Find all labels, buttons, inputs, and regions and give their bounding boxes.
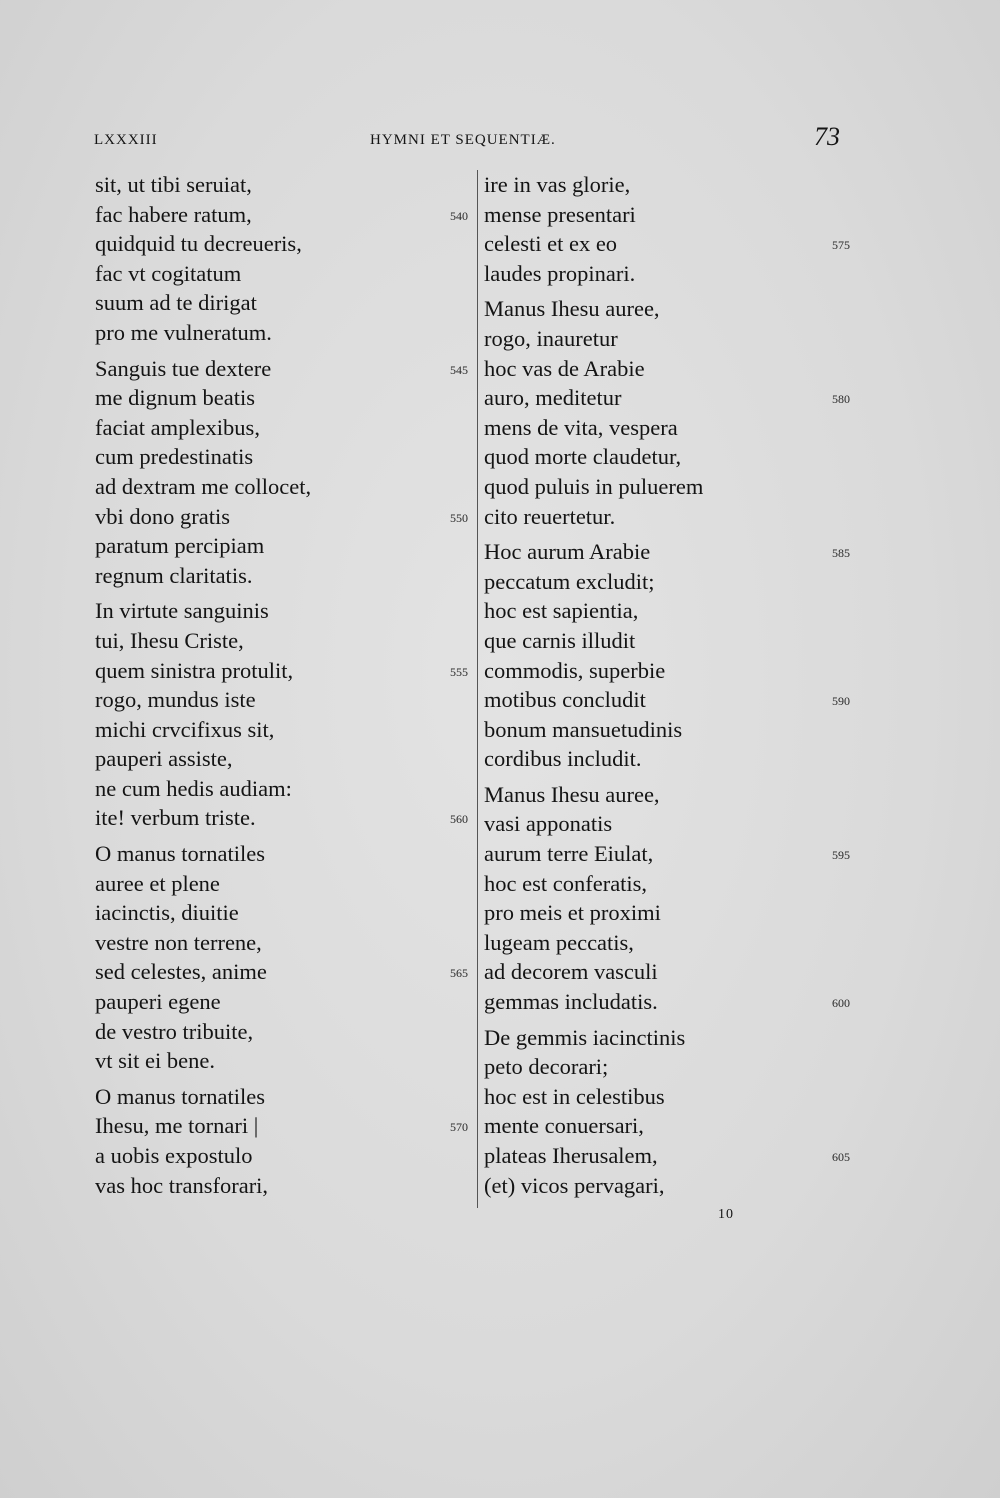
verse-text: rogo, mundus iste xyxy=(95,687,256,713)
verse-line xyxy=(484,1023,864,1053)
line-number: 585 xyxy=(832,546,850,561)
verse-line xyxy=(484,354,864,384)
verse-text: mens de vita, vespera xyxy=(484,414,678,440)
stanza xyxy=(95,839,475,1076)
verse-line xyxy=(484,928,864,958)
verse-line xyxy=(484,1082,864,1112)
signature-mark: 10 xyxy=(718,1207,734,1222)
verse-line xyxy=(484,987,864,1017)
verse-line xyxy=(484,502,864,532)
verse-line xyxy=(484,200,864,230)
verse-text: ne cum hedis audiam: xyxy=(95,775,292,801)
verse-line xyxy=(95,1171,475,1201)
stanza xyxy=(484,780,864,1017)
verse-text: gemmas includatis. xyxy=(484,989,658,1015)
verse-text: fac vt cogitatum xyxy=(95,260,242,286)
running-head xyxy=(0,122,1000,156)
verse-text: me dignum beatis xyxy=(95,385,255,411)
line-number: 605 xyxy=(832,1150,850,1164)
verse-text: auro, meditetur xyxy=(484,385,622,411)
line-number: 565 xyxy=(450,966,468,981)
verse-text: quidquid tu decreueris, xyxy=(95,231,302,257)
verse-text: hoc est sapientia, xyxy=(484,598,639,624)
verse-text: hoc vas de Arabie xyxy=(484,355,645,381)
verse-text: paratum percipiam xyxy=(95,533,265,559)
verse-text: cum predestinatis xyxy=(95,444,254,470)
verse-line xyxy=(484,1141,864,1171)
verse-line xyxy=(95,774,475,804)
verse-line xyxy=(95,1046,475,1076)
verse-text: vt sit ei bene. xyxy=(95,1048,215,1074)
verse-text: Manus Ihesu auree, xyxy=(484,781,660,807)
verse-text: Ihesu, me tornari | xyxy=(95,1113,259,1139)
stanza xyxy=(484,170,864,288)
verse-text: michi crvcifixus sit, xyxy=(95,716,275,742)
verse-line xyxy=(484,567,864,597)
verse-line xyxy=(484,1052,864,1082)
verse-text: cordibus includit. xyxy=(484,746,642,772)
verse-line xyxy=(95,531,475,561)
verse-line xyxy=(95,1082,475,1112)
verse-line xyxy=(484,170,864,200)
verse-text: iacinctis, diuitie xyxy=(95,900,239,926)
verse-text: sit, ut tibi seruiat, xyxy=(95,172,252,197)
verse-text: peccatum excludit; xyxy=(484,568,655,594)
verse-line xyxy=(95,744,475,774)
verse-line xyxy=(95,502,475,532)
line-number: 555 xyxy=(450,664,468,679)
verse-line xyxy=(95,561,475,591)
verse-text: que carnis illudit xyxy=(484,627,636,653)
line-number: 580 xyxy=(832,392,850,407)
verse-line xyxy=(484,324,864,354)
verse-text: (et) vicos pervagari, xyxy=(484,1172,665,1198)
verse-line xyxy=(484,1171,864,1201)
verse-text: cito reuertetur. xyxy=(484,503,616,529)
verse-line xyxy=(484,809,864,839)
verse-line xyxy=(484,259,864,289)
verse-line xyxy=(95,383,475,413)
verse-text: pauperi egene xyxy=(95,989,221,1015)
stanza xyxy=(484,537,864,774)
hymn-number: LXXXIII xyxy=(94,132,158,148)
verse-text: ad dextram me collocet, xyxy=(95,473,312,499)
line-number: 545 xyxy=(450,362,468,377)
verse-text: O manus tornatiles xyxy=(95,841,265,867)
verse-text: mense presentari xyxy=(484,201,636,227)
column-divider xyxy=(477,170,478,1208)
verse-line xyxy=(95,803,475,833)
verse-text: Hoc aurum Arabie xyxy=(484,539,651,565)
verse-text: O manus tornatiles xyxy=(95,1083,265,1109)
verse-text: bonum mansuetudinis xyxy=(484,716,683,742)
verse-line xyxy=(95,442,475,472)
verse-line xyxy=(95,1111,475,1141)
verse-line xyxy=(484,685,864,715)
stanza xyxy=(95,596,475,833)
verse-text: hoc est conferatis, xyxy=(484,870,648,896)
line-number: 540 xyxy=(450,208,468,223)
verse-line xyxy=(484,229,864,259)
verse-text: laudes propinari. xyxy=(484,260,636,286)
verse-text: pauperi assiste, xyxy=(95,746,233,772)
verse-line xyxy=(484,626,864,656)
verse-line xyxy=(95,229,475,259)
verse-text: auree et plene xyxy=(95,870,220,896)
verse-line xyxy=(484,656,864,686)
verse-line xyxy=(95,869,475,899)
verse-text: hoc est in celestibus xyxy=(484,1083,665,1109)
verse-line xyxy=(484,780,864,810)
verse-line xyxy=(95,1141,475,1171)
verse-line xyxy=(95,200,475,230)
verse-line xyxy=(95,170,475,200)
verse-text: quod morte claudetur, xyxy=(484,444,682,470)
verse-text: celesti et ex eo xyxy=(484,231,618,257)
verse-text: rogo, inauretur xyxy=(484,325,618,351)
verse-text: fac habere ratum, xyxy=(95,201,252,227)
verse-line xyxy=(95,626,475,656)
verse-text: plateas Iherusalem, xyxy=(484,1143,658,1168)
verse-line xyxy=(95,596,475,626)
verse-line xyxy=(484,898,864,928)
verse-line xyxy=(484,839,864,869)
verse-line xyxy=(95,472,475,502)
line-number: 550 xyxy=(450,510,468,525)
verse-line xyxy=(95,1017,475,1047)
verse-line xyxy=(484,957,864,987)
verse-line xyxy=(95,288,475,318)
line-number: 600 xyxy=(832,996,850,1011)
stanza xyxy=(484,1023,864,1201)
verse-text: vas hoc transforari, xyxy=(95,1172,269,1198)
line-number: 560 xyxy=(450,812,468,827)
verse-line xyxy=(484,413,864,443)
verse-text: tui, Ihesu Criste, xyxy=(95,627,244,653)
verse-text: Manus Ihesu auree, xyxy=(484,296,660,322)
verse-text: lugeam peccatis, xyxy=(484,929,634,955)
verse-text: pro me vulneratum. xyxy=(95,319,272,345)
verse-line xyxy=(95,413,475,443)
verse-line xyxy=(95,839,475,869)
verse-line xyxy=(484,383,864,413)
line-number: 595 xyxy=(832,848,850,863)
verse-line xyxy=(95,715,475,745)
stanza xyxy=(95,1082,475,1200)
verse-line xyxy=(95,957,475,987)
verse-text: vasi apponatis xyxy=(484,811,613,837)
verse-line xyxy=(95,656,475,686)
verse-text: ire in vas glorie, xyxy=(484,172,631,197)
verse-text: De gemmis iacinctinis xyxy=(484,1024,686,1050)
stanza xyxy=(484,294,864,531)
verse-text: sed celestes, anime xyxy=(95,959,267,985)
verse-text: ite! verbum triste. xyxy=(95,805,256,831)
verse-line xyxy=(95,987,475,1017)
verse-text: pro meis et proximi xyxy=(484,900,661,926)
verse-line xyxy=(95,354,475,384)
verse-text: suum ad te dirigat xyxy=(95,290,257,316)
verse-line xyxy=(484,472,864,502)
line-number: 575 xyxy=(832,238,850,253)
stanza xyxy=(95,170,475,348)
running-title: HYMNI ET SEQUENTIÆ. xyxy=(370,132,556,148)
verse-line xyxy=(484,744,864,774)
verse-text: aurum terre Eiulat, xyxy=(484,841,654,867)
verse-line xyxy=(95,928,475,958)
verse-text: a uobis expostulo xyxy=(95,1143,253,1168)
verse-line xyxy=(484,294,864,324)
line-number: 590 xyxy=(832,694,850,709)
verse-text: de vestro tribuite, xyxy=(95,1018,254,1044)
verse-text: In virtute sanguinis xyxy=(95,598,269,624)
verse-line xyxy=(484,869,864,899)
verse-line xyxy=(484,1111,864,1141)
verse-line xyxy=(484,596,864,626)
verse-line xyxy=(95,318,475,348)
verse-text: ad decorem vasculi xyxy=(484,959,658,985)
verse-line xyxy=(484,442,864,472)
verse-text: faciat amplexibus, xyxy=(95,414,260,440)
verse-text: vbi dono gratis xyxy=(95,503,230,529)
verse-line xyxy=(95,898,475,928)
verse-line xyxy=(95,685,475,715)
verse-line xyxy=(484,537,864,567)
verse-text: peto decorari; xyxy=(484,1054,609,1080)
verse-text: motibus concludit xyxy=(484,687,646,713)
right-column xyxy=(484,170,864,1200)
verse-text: quod puluis in puluerem xyxy=(484,473,704,499)
verse-text: mente conuersari, xyxy=(484,1113,644,1139)
page-number: 73 xyxy=(814,122,840,151)
verse-text: Sanguis tue dextere xyxy=(95,355,272,381)
verse-text: regnum claritatis. xyxy=(95,562,253,588)
line-number: 570 xyxy=(450,1120,468,1135)
verse-line xyxy=(95,259,475,289)
stanza xyxy=(95,354,475,591)
verse-text: commodis, superbie xyxy=(484,657,666,683)
left-column xyxy=(95,170,475,1200)
verse-line xyxy=(484,715,864,745)
verse-text: vestre non terrene, xyxy=(95,929,262,955)
verse-text: quem sinistra protulit, xyxy=(95,657,294,683)
